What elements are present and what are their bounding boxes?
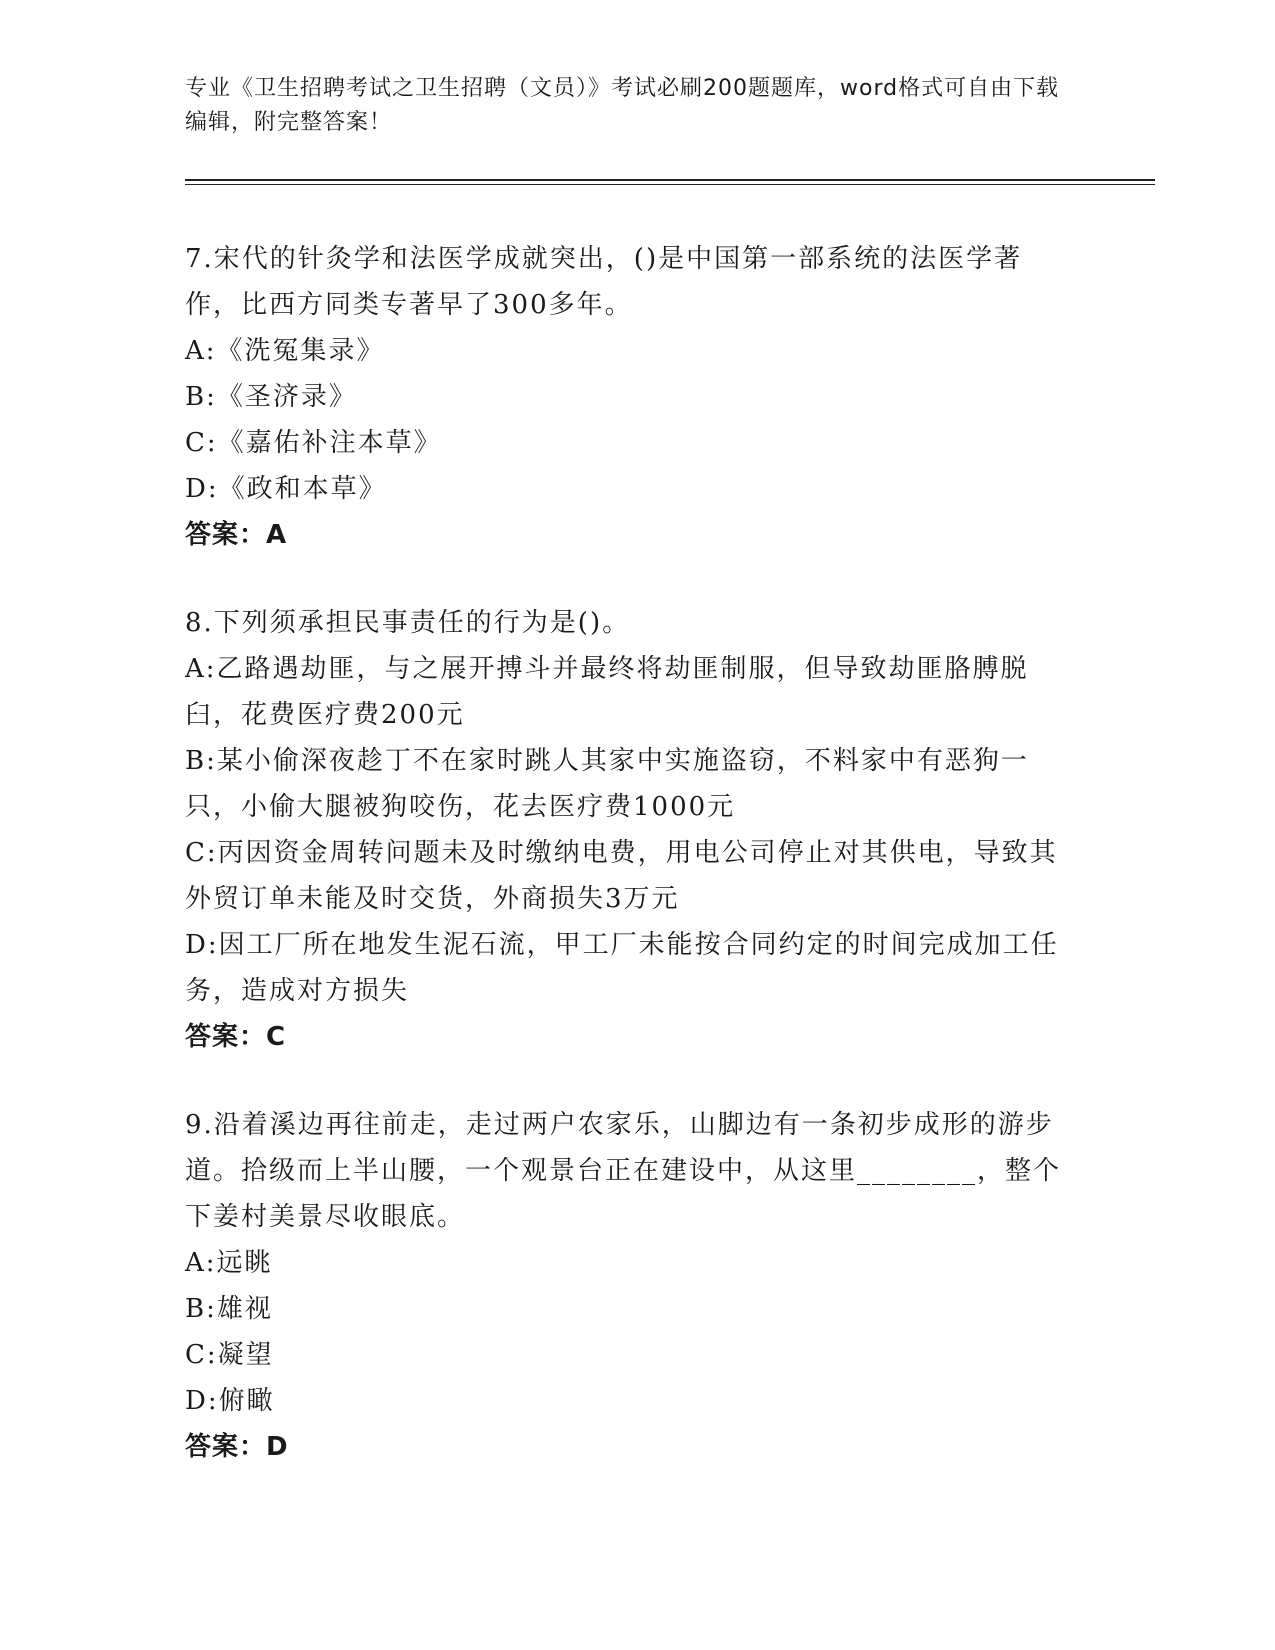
option-b: B:雄视 xyxy=(185,1294,273,1324)
option-d: D:因工厂所在地发生泥石流，甲工厂未能按合同约定的时间完成加工任务，造成对方损失 xyxy=(185,930,1059,1006)
option-d: D:俯瞰 xyxy=(185,1386,275,1416)
document-header: 专业《卫生招聘考试之卫生招聘（文员）》考试必刷200题题库，word格式可自由下载编辑，附完整答案！ xyxy=(185,76,1060,135)
option-a: A:乙路遇劫匪，与之展开搏斗并最终将劫匪制服，但导致劫匪胳膊脱臼，花费医疗费200元 xyxy=(185,654,1029,730)
option-a: A:远眺 xyxy=(185,1248,273,1278)
header-divider xyxy=(185,179,1155,181)
option-c: C:《嘉佑补注本草》 xyxy=(185,428,442,458)
question-stem: 7.宋代的针灸学和法医学成就突出，()是中国第一部系统的法医学著作，比西方同类专著早了300多年。 xyxy=(185,244,1023,320)
option-b: B:某小偷深夜趁丁不在家时跳人其家中实施盗窃，不料家中有恶狗一只，小偷大腿被狗咬伤，花去医疗费1000元 xyxy=(185,746,1029,822)
option-d: D:《政和本草》 xyxy=(185,474,387,504)
option-c: C:丙因资金周转问题未及时缴纳电费，用电公司停止对其供电，导致其外贸订单未能及时交货，外商损失3万元 xyxy=(185,838,1058,914)
answer-line: 答案：C xyxy=(185,1022,287,1052)
answer-line: 答案：D xyxy=(185,1432,289,1462)
question-7 xyxy=(185,236,1075,558)
question-9 xyxy=(185,1102,1075,1470)
question-stem: 8.下列须承担民事责任的行为是()。 xyxy=(185,608,631,638)
option-a: A:《洗冤集录》 xyxy=(185,336,385,366)
option-b: B:《圣济录》 xyxy=(185,382,357,412)
header-divider-thin xyxy=(185,184,1155,185)
answer-line: 答案：A xyxy=(185,520,288,550)
question-stem: 9.沿着溪边再往前走，走过两户农家乐，山脚边有一条初步成形的游步道。拾级而上半山腰，一个观景台正在建设中，从这里________，整个下姜村美景尽收眼底。 xyxy=(185,1110,1062,1232)
question-8 xyxy=(185,600,1075,1060)
option-c: C:凝望 xyxy=(185,1340,274,1370)
